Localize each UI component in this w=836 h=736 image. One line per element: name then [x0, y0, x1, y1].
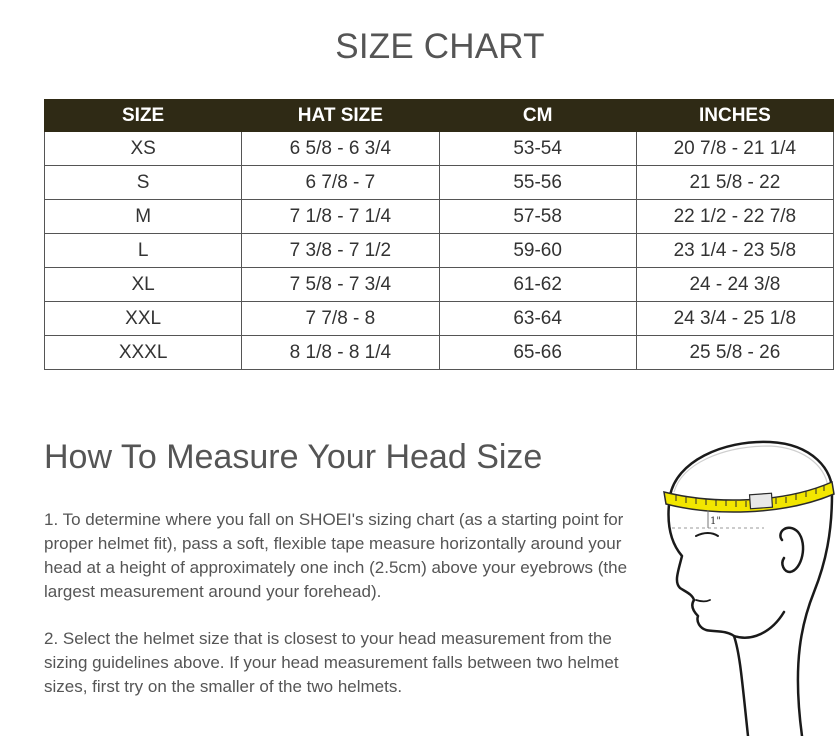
cell-cm: 57-58 [439, 200, 636, 234]
instruction-step-1: 1. To determine where you fall on SHOEI's sizing chart (as a starting point for proper helmet fit), pass a soft, flexible tape measure horizontally around your head at a height of approximately one inch (2.5cm) above your eyebrows (the largest measurement around your forehead). [44, 510, 628, 601]
cell-cm: 65-66 [439, 336, 636, 370]
table-row [45, 302, 834, 336]
cell-inches: 24 - 24 3/8 [636, 268, 833, 302]
table-row [45, 234, 834, 268]
cell-inches: 25 5/8 - 26 [636, 336, 833, 370]
measurement-label: 1" [710, 516, 721, 527]
cell-cm: 63-64 [439, 302, 636, 336]
cell-hat-size: 6 7/8 - 7 [242, 166, 439, 200]
table-row [45, 132, 834, 166]
header-inches: INCHES [636, 100, 833, 132]
header-cm: CM [439, 100, 636, 132]
cell-inches: 22 1/2 - 22 7/8 [636, 200, 833, 234]
cell-hat-size: 7 1/8 - 7 1/4 [242, 200, 439, 234]
cell-size: XXL [45, 302, 242, 336]
cell-size: S [45, 166, 242, 200]
cell-cm: 59-60 [439, 234, 636, 268]
table-row [45, 336, 834, 370]
cell-hat-size: 7 3/8 - 7 1/2 [242, 234, 439, 268]
cell-size: XL [45, 268, 242, 302]
header-hat-size: HAT SIZE [242, 100, 439, 132]
cell-size: XS [45, 132, 242, 166]
cell-inches: 21 5/8 - 22 [636, 166, 833, 200]
page-title: SIZE CHART [335, 27, 545, 66]
table-row [45, 268, 834, 302]
size-chart-table [44, 99, 834, 370]
cell-cm: 53-54 [439, 132, 636, 166]
cell-hat-size: 8 1/8 - 8 1/4 [242, 336, 439, 370]
section-heading: How To Measure Your Head Size [44, 438, 543, 476]
cell-size: XXXL [45, 336, 242, 370]
instruction-step-2: 2. Select the helmet size that is closest to your head measurement from the sizing guidelines above. If your head measurement falls between two helmet sizes, first try on the smaller of the two helmets. [44, 629, 619, 696]
cell-hat-size: 7 7/8 - 8 [242, 302, 439, 336]
cell-hat-size: 6 5/8 - 6 3/4 [242, 132, 439, 166]
table-row [45, 200, 834, 234]
head-measurement-icon [652, 432, 836, 736]
cell-size: M [45, 200, 242, 234]
cell-cm: 55-56 [439, 166, 636, 200]
cell-inches: 24 3/4 - 25 1/8 [636, 302, 833, 336]
cell-inches: 23 1/4 - 23 5/8 [636, 234, 833, 268]
table-row [45, 166, 834, 200]
cell-cm: 61-62 [439, 268, 636, 302]
cell-inches: 20 7/8 - 21 1/4 [636, 132, 833, 166]
cell-hat-size: 7 5/8 - 7 3/4 [242, 268, 439, 302]
cell-size: L [45, 234, 242, 268]
table-header-row [45, 100, 834, 132]
header-size: SIZE [45, 100, 242, 132]
